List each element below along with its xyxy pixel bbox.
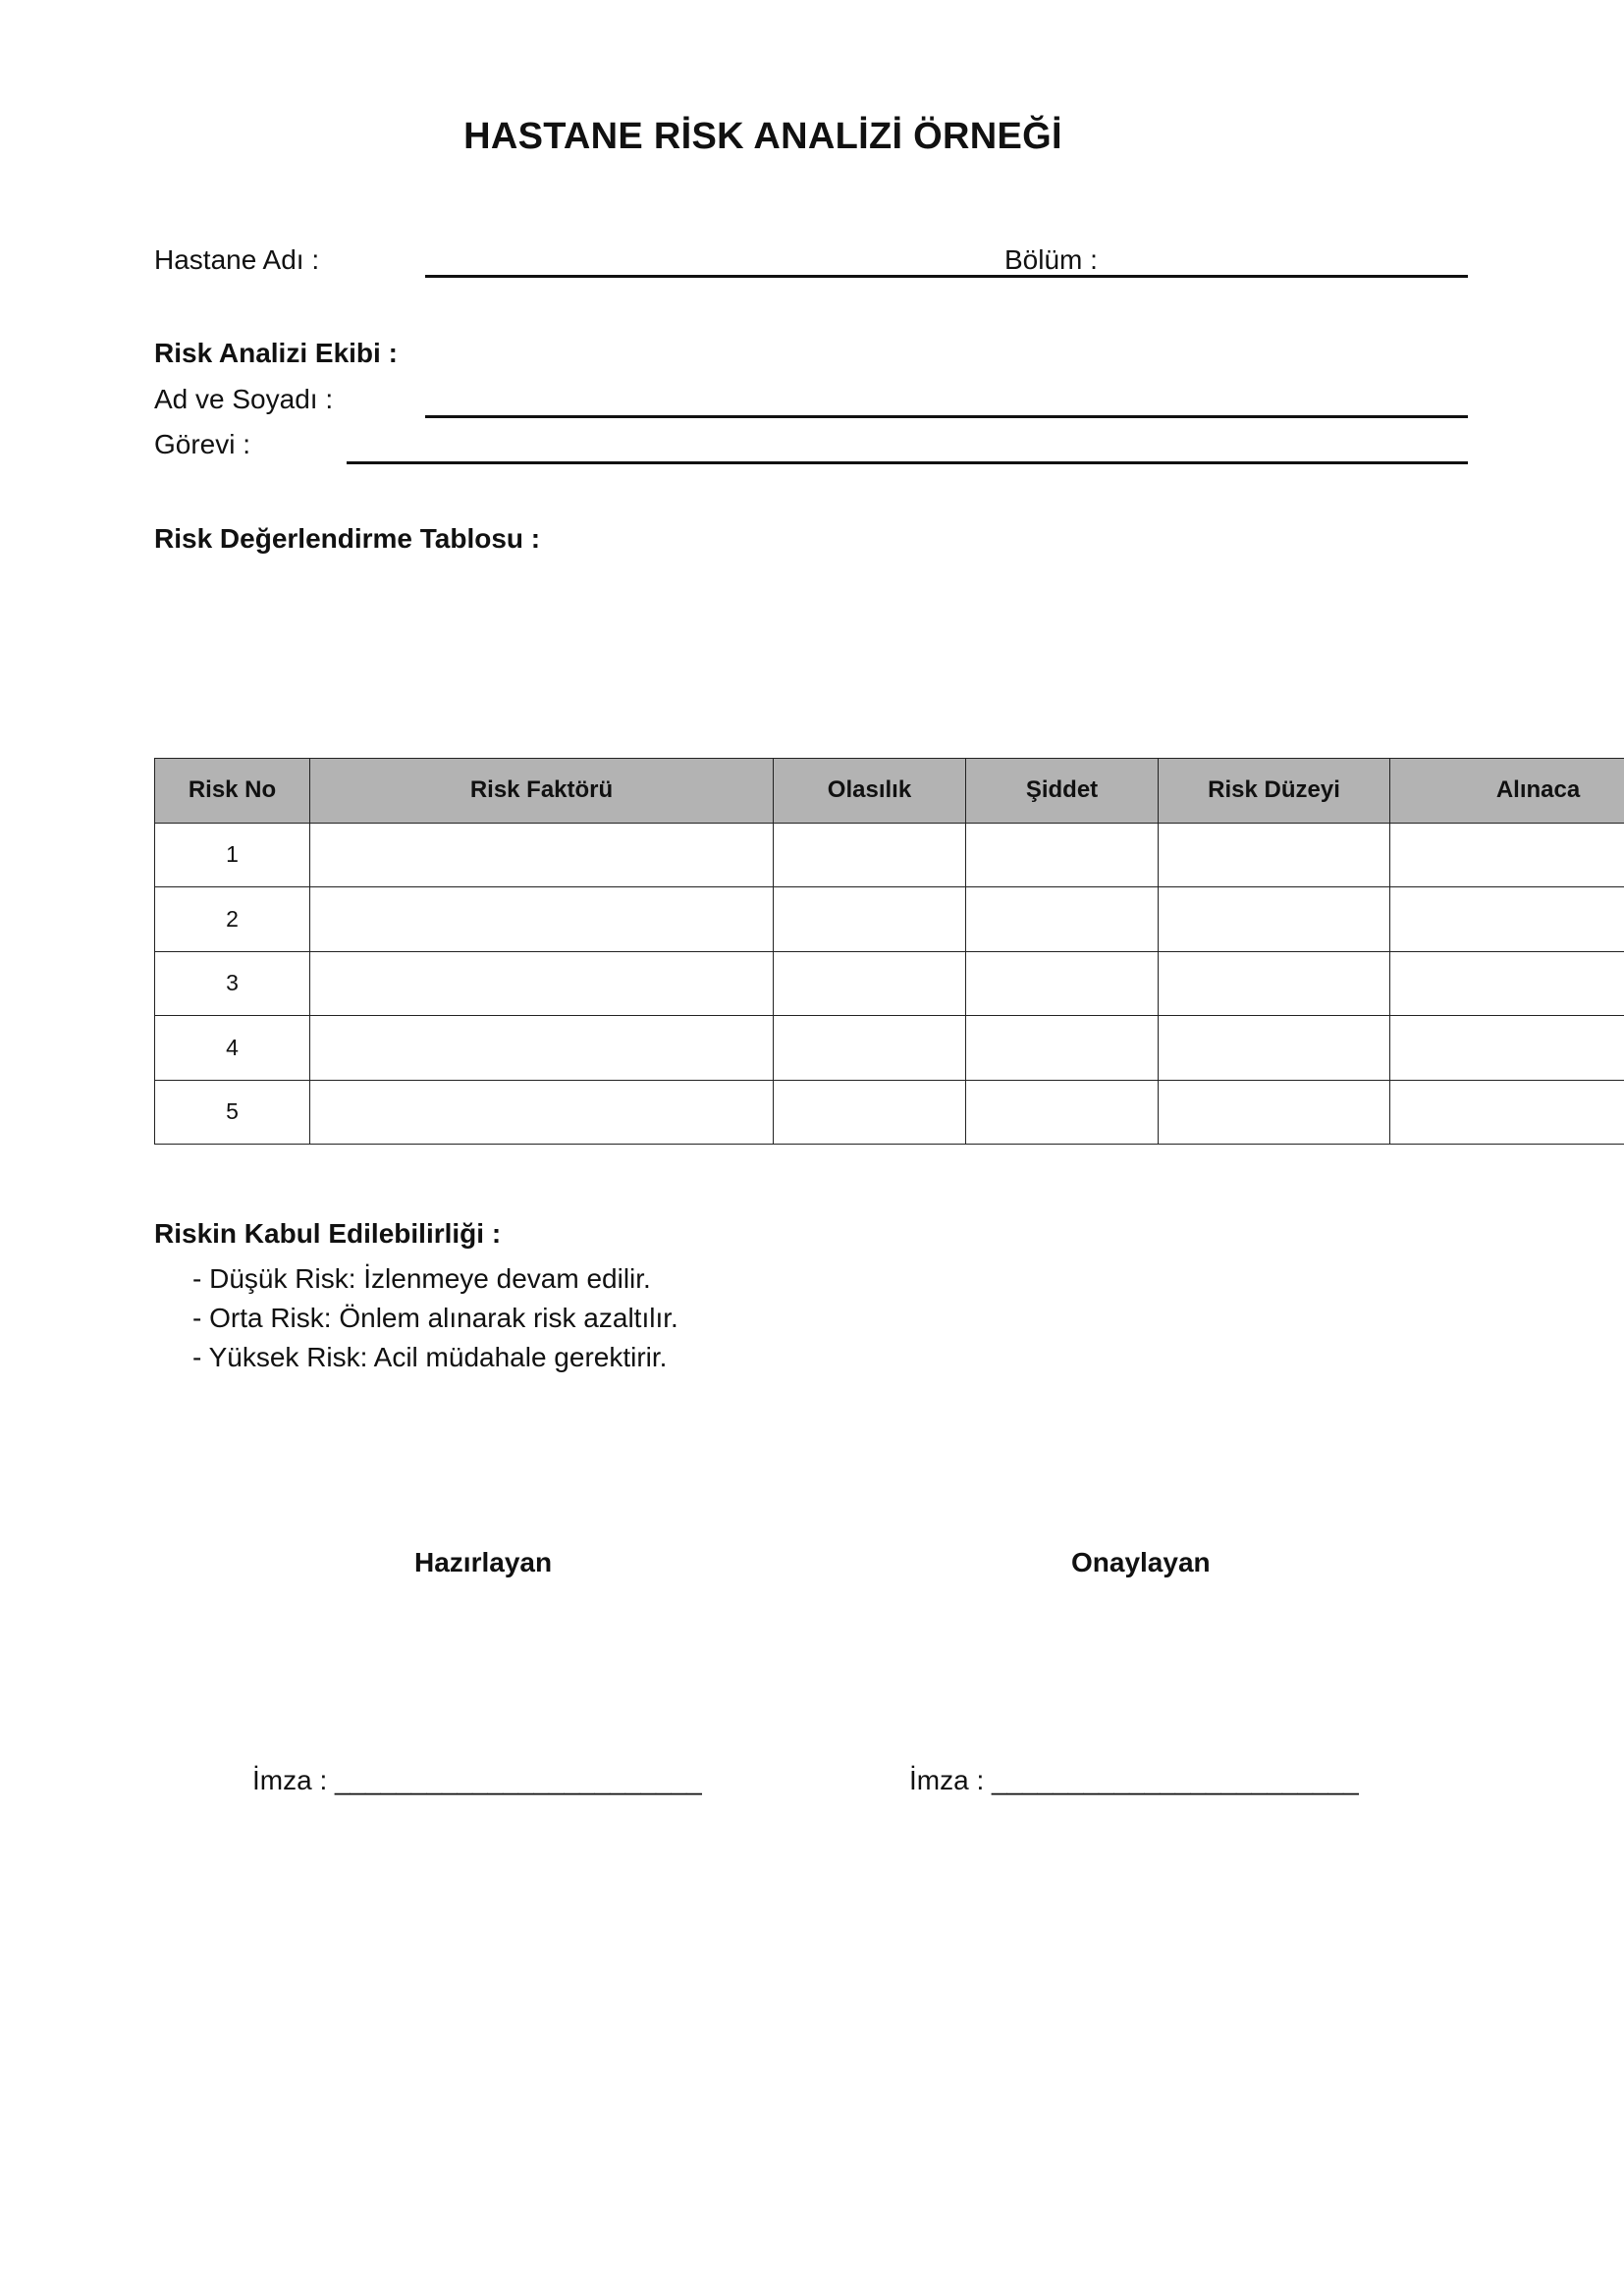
acceptability-item-high: - Yüksek Risk: Acil müdahale gerektirir. (192, 1342, 668, 1372)
risk-factor-cell[interactable] (310, 887, 774, 952)
risk-level-cell[interactable] (1159, 1080, 1390, 1145)
col-severity: Şiddet (966, 759, 1159, 824)
hospital-name-line[interactable] (425, 275, 1468, 278)
severity-cell[interactable] (966, 887, 1159, 952)
approved-by-label: Onaylayan (1071, 1547, 1211, 1577)
action-cell[interactable] (1390, 1016, 1624, 1081)
action-cell[interactable] (1390, 823, 1624, 887)
action-cell[interactable] (1390, 1080, 1624, 1145)
acceptability-item-low: - Düşük Risk: İzlenmeye devam edilir. (192, 1263, 651, 1294)
name-label: Ad ve Soyadı : (154, 384, 334, 414)
severity-cell[interactable] (966, 1080, 1159, 1145)
table-row (155, 1016, 1624, 1081)
name-line[interactable] (425, 415, 1468, 418)
risk-level-cell[interactable] (1159, 887, 1390, 952)
table-row (155, 951, 1624, 1016)
risk-factor-cell[interactable] (310, 823, 774, 887)
risk-table (154, 758, 1624, 1145)
risk-no-cell: 5 (155, 1080, 310, 1145)
hospital-name-label: Hastane Adı : (154, 244, 320, 275)
table-header-row (155, 759, 1624, 824)
risk-factor-cell[interactable] (310, 951, 774, 1016)
acceptability-heading: Riskin Kabul Edilebilirliği : (154, 1218, 502, 1249)
document-title: HASTANE RİSK ANALİZİ ÖRNEĞİ (463, 116, 1062, 157)
risk-factor-cell[interactable] (310, 1016, 774, 1081)
col-risk-level: Risk Düzeyi (1159, 759, 1390, 824)
acceptability-item-medium: - Orta Risk: Önlem alınarak risk azaltılır. (192, 1303, 678, 1333)
risk-no-cell: 2 (155, 887, 310, 952)
table-row (155, 887, 1624, 952)
prepared-signature-line[interactable]: İmza : ________________________ (252, 1765, 702, 1795)
risk-factor-cell[interactable] (310, 1080, 774, 1145)
severity-cell[interactable] (966, 823, 1159, 887)
col-action: Alınaca (1390, 759, 1624, 824)
risk-level-cell[interactable] (1159, 1016, 1390, 1081)
team-heading: Risk Analizi Ekibi : (154, 338, 398, 368)
severity-cell[interactable] (966, 1016, 1159, 1081)
prepared-by-label: Hazırlayan (414, 1547, 553, 1577)
severity-cell[interactable] (966, 951, 1159, 1016)
risk-no-cell: 4 (155, 1016, 310, 1081)
table-row (155, 1080, 1624, 1145)
col-risk-factor: Risk Faktörü (310, 759, 774, 824)
risk-level-cell[interactable] (1159, 951, 1390, 1016)
table-row (155, 823, 1624, 887)
probability-cell[interactable] (774, 887, 966, 952)
col-probability: Olasılık (774, 759, 966, 824)
department-label: Bölüm : (1004, 244, 1098, 275)
probability-cell[interactable] (774, 1016, 966, 1081)
risk-level-cell[interactable] (1159, 823, 1390, 887)
risk-no-cell: 3 (155, 951, 310, 1016)
table-heading: Risk Değerlendirme Tablosu : (154, 523, 541, 554)
action-cell[interactable] (1390, 951, 1624, 1016)
col-risk-no: Risk No (155, 759, 310, 824)
action-cell[interactable] (1390, 887, 1624, 952)
risk-no-cell: 1 (155, 823, 310, 887)
probability-cell[interactable] (774, 1080, 966, 1145)
probability-cell[interactable] (774, 951, 966, 1016)
probability-cell[interactable] (774, 823, 966, 887)
approved-signature-line[interactable]: İmza : ________________________ (909, 1765, 1359, 1795)
role-line[interactable] (347, 461, 1468, 464)
role-label: Görevi : (154, 429, 251, 459)
